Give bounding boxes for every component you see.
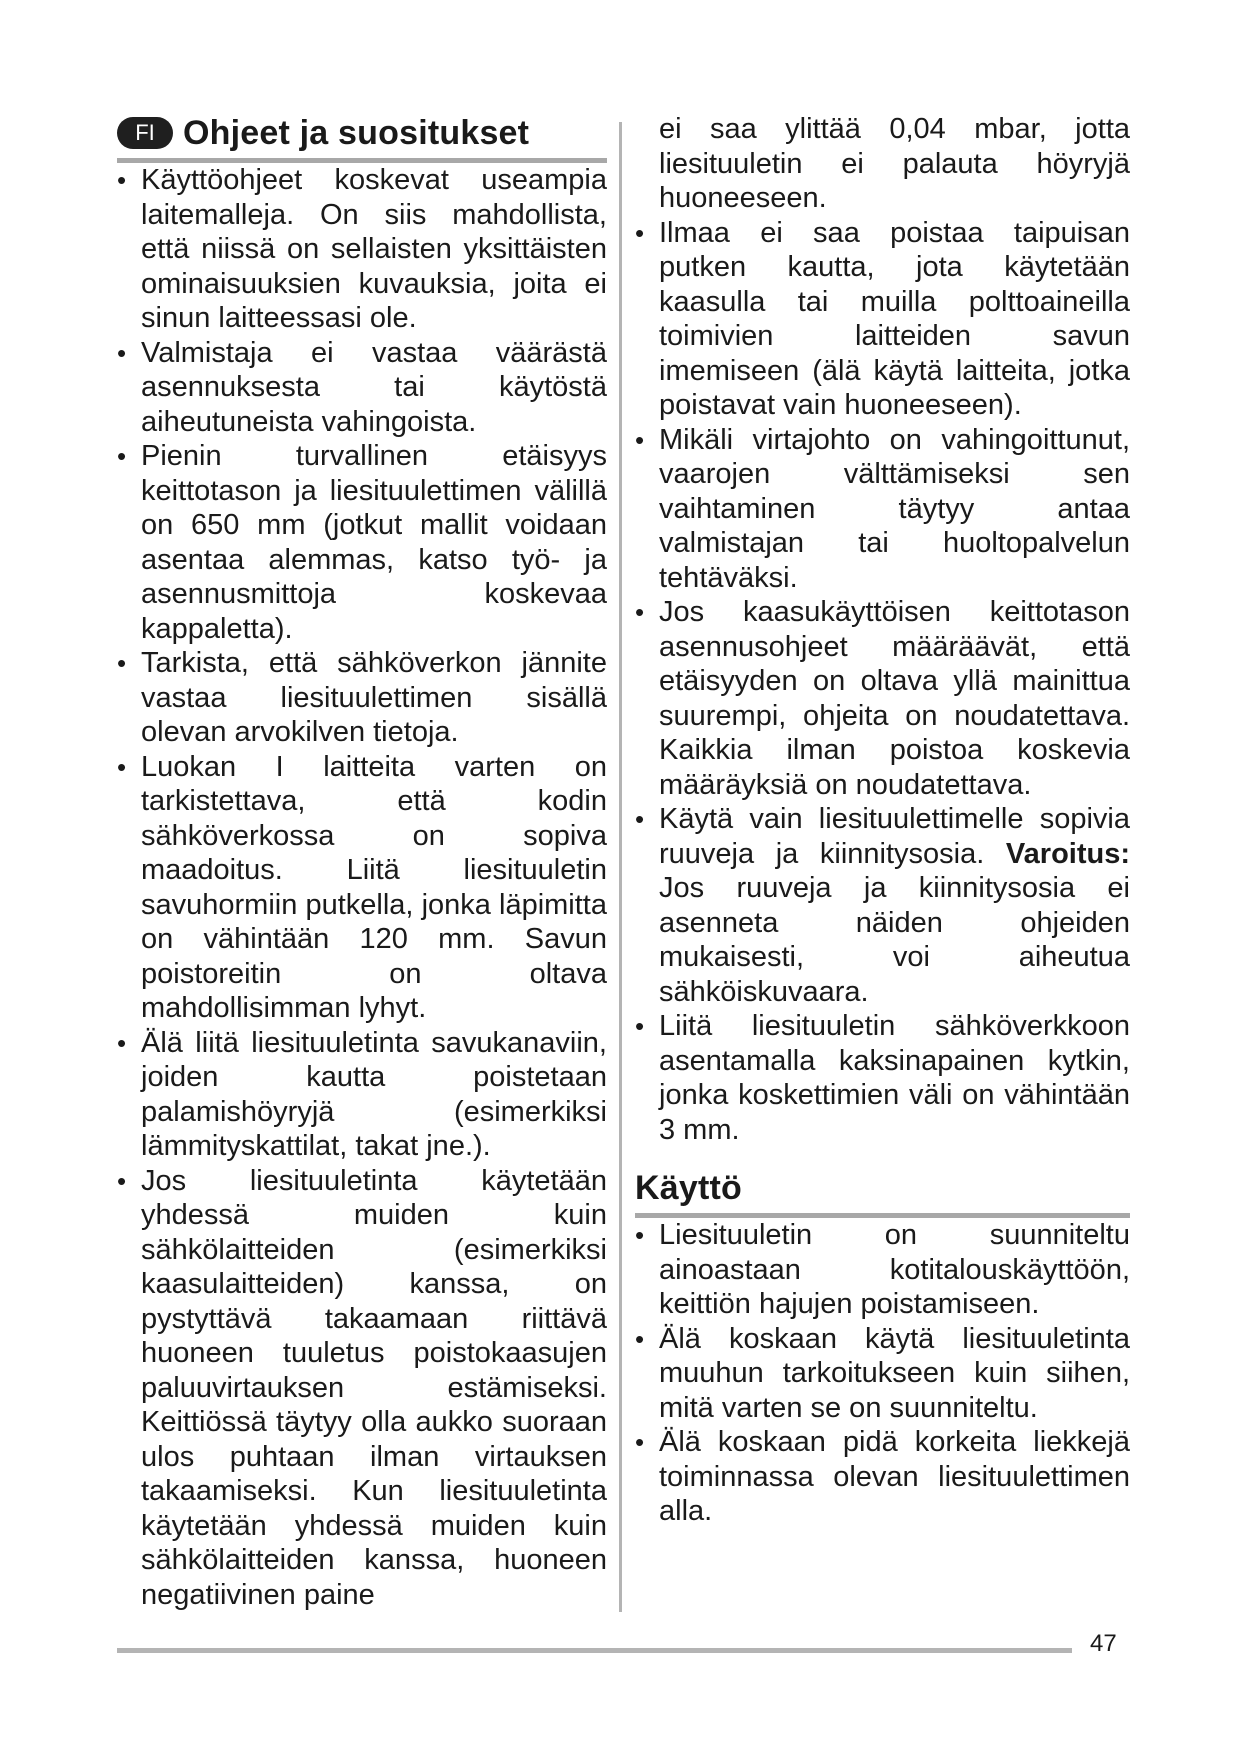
list-item: • Ilmaa ei saa poistaa taipuisan putken kautta, jota käytetään kaasulla tai muilla polttoaineilla toimivien laitteiden savun imemiseen (älä käytä laitteita, jotka poistavat vain huoneeseen). <box>635 216 1130 423</box>
section-heading-row <box>117 112 607 154</box>
page-number: 47 <box>1090 1630 1117 1657</box>
list-item: • Valmistaja ei vastaa väärästä asennuksesta tai käytöstä aiheutuneista vahingoista. <box>117 336 607 440</box>
section-title-usage: Käyttö <box>635 1169 742 1207</box>
recommendations-list-continued <box>635 216 1130 1148</box>
list-item: • Tarkista, että sähköverkon jännite vastaa liesituulettimen sisällä olevan arvokilven tietoja. <box>117 646 607 750</box>
recommendations-list <box>117 163 607 1612</box>
footer-rule <box>117 1648 1072 1653</box>
list-item: • Käyttöohjeet koskevat useampia laitemalleja. On siis mahdollista, että niissä on sellaisten yksittäisten ominaisuuksien kuvauksia, joita ei sinun laitteessasi ole. <box>117 163 607 336</box>
list-item: • Jos kaasukäyttöisen keittotason asennusohjeet määräävät, että etäisyyden on oltava yllä mainittua suurempi, ohjeita on noudatettava. Kaikkia ilman poistoa koskevia määräyksiä on noudatettava. <box>635 595 1130 802</box>
section-title-recommendations: Ohjeet ja suositukset <box>183 114 530 152</box>
usage-list <box>635 1218 1130 1529</box>
warning-label: Varoitus: <box>1005 837 1130 870</box>
list-item-screws <box>635 802 1130 1009</box>
language-badge: FI <box>117 117 173 149</box>
right-column <box>635 112 1130 1529</box>
left-column <box>117 112 607 1612</box>
list-item: • Mikäli virtajohto on vahingoittunut, vaarojen välttämiseksi sen vaihtaminen täytyy antaa valmistajan tai huoltopalvelun tehtäväksi. <box>635 423 1130 596</box>
column-divider <box>619 122 622 1612</box>
warning-text: Jos ruuveja ja kiinnitysosia ei asenneta näiden ohjeiden mukaisesti, voi aiheutua sähköiskuvaara. <box>659 872 1130 1008</box>
list-item: • Liesituuletin on suunniteltu ainoastaan kotitalouskäyttöön, keittiön hajujen poistamiseen. <box>635 1218 1130 1322</box>
list-item: • Älä liitä liesituuletinta savukanaviin, joiden kautta poistetaan palamishöyryjä (esimerkiksi lämmityskattilat, takat jne.). <box>117 1026 607 1164</box>
list-item: • Jos liesituuletinta käytetään yhdessä muiden kuin sähkölaitteiden (esimerkiksi kaasulaitteiden) kanssa, on pystyttävä takaamaan riittävä huoneen tuuletus poistokaasujen paluuvirtauksen estämiseksi. Keittiössä täytyy olla aukko suoraan ulos puhtaan ilman virtauksen takaamiseksi. Kun liesituuletinta käytetään yhdessä muiden kuin sähkölaitteiden kanssa, huoneen negatiivinen paine <box>117 1164 607 1613</box>
usage-heading-block <box>635 1167 1130 1218</box>
continued-paragraph: ei saa ylittää 0,04 mbar, jotta liesituuletin ei palauta höyryjä huoneeseen. <box>659 113 1130 214</box>
list-item: • Älä koskaan käytä liesituuletinta muuhun tarkoitukseen kuin siihen, mitä varten se on suunniteltu. <box>635 1322 1130 1426</box>
list-item: • Älä koskaan pidä korkeita liekkejä toiminnassa olevan liesituulettimen alla. <box>635 1425 1130 1529</box>
list-item: • Pienin turvallinen etäisyys keittotason ja liesituulettimen välillä on 650 mm (jotkut mallit voidaan asentaa alemmas, katso työ- ja asennusmittoja koskevaa kappaletta). <box>117 439 607 646</box>
screws-text: Käytä vain liesituulettimelle sopivia ruuveja ja kiinnitysosia. <box>659 803 1130 870</box>
list-item: • Liitä liesituuletin sähköverkkoon asentamalla kaksinapainen kytkin, jonka koskettimien väli on vähintään 3 mm. <box>635 1009 1130 1147</box>
list-item: • Luokan I laitteita varten on tarkistettava, että kodin sähköverkossa on sopiva maadoitus. Liitä liesituuletin savuhormiin putkella, jonka läpimitta on vähintään 120 mm. Savun poistoreitin on oltava mahdollisimman lyhyt. <box>117 750 607 1026</box>
